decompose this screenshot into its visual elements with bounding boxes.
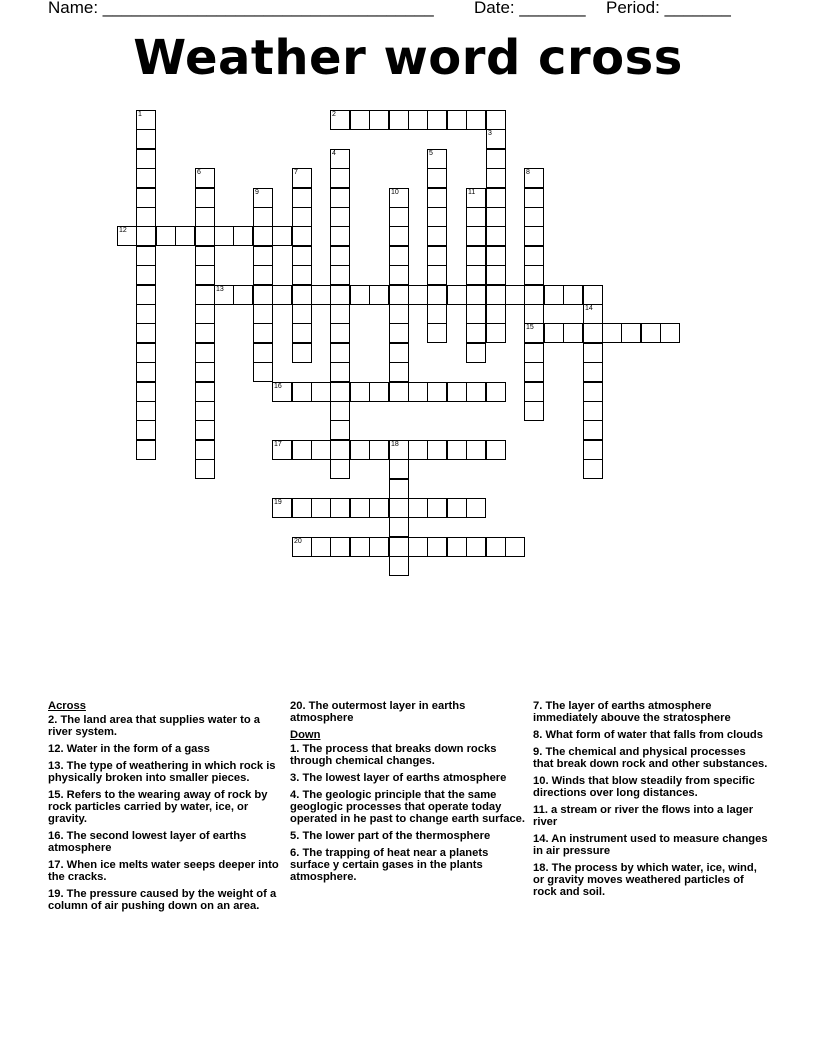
crossword-cell[interactable] — [136, 226, 156, 246]
crossword-cell[interactable] — [466, 498, 486, 518]
clue-item: 11. a stream or river the flows into a lager river — [533, 804, 754, 828]
crossword-cell[interactable] — [330, 440, 350, 460]
crossword-cell[interactable] — [486, 129, 506, 149]
crossword-cell[interactable] — [389, 479, 409, 499]
crossword-cell[interactable] — [311, 285, 331, 305]
crossword-cell[interactable] — [486, 537, 506, 557]
crossword-cell[interactable] — [195, 168, 215, 188]
crossword-cell[interactable] — [330, 207, 350, 227]
crossword-cell[interactable] — [524, 226, 544, 246]
crossword-cell[interactable] — [330, 285, 350, 305]
crossword-cell[interactable] — [292, 168, 312, 188]
crossword-cell[interactable] — [136, 362, 156, 382]
crossword-cell[interactable] — [136, 129, 156, 149]
page-title: Weather word cross — [133, 30, 683, 86]
crossword-cell[interactable] — [136, 323, 156, 343]
clue-number: 18 — [391, 441, 399, 448]
crossword-cell[interactable] — [427, 285, 447, 305]
name-field[interactable]: Name: ___________________________________ — [48, 0, 434, 17]
crossword-cell[interactable] — [350, 440, 370, 460]
clue-number: 2 — [332, 111, 336, 118]
clue-item: 5. The lower part of the thermosphere — [290, 830, 491, 842]
crossword-cell[interactable] — [195, 265, 215, 285]
crossword-cell[interactable] — [447, 110, 467, 130]
crossword-cell[interactable] — [136, 265, 156, 285]
clue-item: 20. The outermost layer in earths atmosphere — [290, 700, 466, 724]
crossword-cell[interactable] — [292, 323, 312, 343]
crossword-cell[interactable] — [583, 362, 603, 382]
crossword-cell[interactable] — [524, 343, 544, 363]
crossword-cell[interactable] — [583, 304, 603, 324]
clue-item: 6. The trapping of heat near a planets surface y certain gases in the plants atmosphere. — [290, 847, 489, 883]
clue-column-2 — [290, 700, 526, 888]
clue-item: 8. What form of water that falls from clouds — [533, 729, 763, 741]
crossword-cell[interactable] — [447, 285, 467, 305]
crossword-cell[interactable] — [466, 207, 486, 227]
crossword-cell[interactable] — [272, 498, 292, 518]
crossword-cell[interactable] — [427, 246, 447, 266]
crossword-cell[interactable] — [292, 382, 312, 402]
crossword-cell[interactable] — [136, 246, 156, 266]
clue-item: 16. The second lowest layer of earths atmosphere — [48, 830, 247, 854]
clue-number: 11 — [468, 189, 476, 196]
crossword-cell[interactable] — [486, 110, 506, 130]
clue-item: 18. The process by which water, ice, wind, or gravity moves weathered particles of rock and soil. — [533, 862, 757, 898]
crossword-cell[interactable] — [524, 323, 544, 343]
clue-number: 16 — [274, 383, 282, 390]
crossword-cell[interactable] — [195, 226, 215, 246]
clue-column-3 — [533, 700, 769, 903]
crossword-cell[interactable] — [389, 226, 409, 246]
crossword-cell[interactable] — [136, 110, 156, 130]
crossword-cell[interactable] — [427, 323, 447, 343]
crossword-cell[interactable] — [583, 459, 603, 479]
crossword-cell[interactable] — [427, 537, 447, 557]
crossword-cell[interactable] — [524, 168, 544, 188]
crossword-cell[interactable] — [466, 285, 486, 305]
clue-item: 12. Water in the form of a gass — [48, 743, 210, 755]
crossword-cell[interactable] — [311, 440, 331, 460]
crossword-cell[interactable] — [563, 285, 583, 305]
crossword-cell[interactable] — [389, 323, 409, 343]
crossword-cell[interactable] — [233, 285, 253, 305]
crossword-cell[interactable] — [389, 110, 409, 130]
crossword-cell[interactable] — [253, 343, 273, 363]
clue-number: 20 — [294, 538, 302, 545]
crossword-cell[interactable] — [524, 265, 544, 285]
crossword-cell[interactable] — [330, 188, 350, 208]
crossword-cell[interactable] — [330, 498, 350, 518]
clue-item: 2. The land area that supplies water to a river system. — [48, 714, 260, 738]
crossword-cell[interactable] — [292, 188, 312, 208]
crossword-cell[interactable] — [330, 537, 350, 557]
crossword-cell[interactable] — [427, 168, 447, 188]
crossword-cell[interactable] — [486, 440, 506, 460]
crossword-cell[interactable] — [136, 440, 156, 460]
crossword-cell[interactable] — [369, 440, 389, 460]
crossword-cell[interactable] — [427, 498, 447, 518]
crossword-cell[interactable] — [447, 537, 467, 557]
crossword-cell[interactable] — [389, 304, 409, 324]
crossword-cell[interactable] — [136, 382, 156, 402]
across-heading: Across — [48, 700, 86, 712]
crossword-cell[interactable] — [330, 420, 350, 440]
crossword-cell[interactable] — [350, 382, 370, 402]
crossword-cell[interactable] — [486, 285, 506, 305]
clue-number: 12 — [119, 227, 127, 234]
crossword-cell[interactable] — [486, 226, 506, 246]
crossword-cell[interactable] — [233, 226, 253, 246]
crossword-cell[interactable] — [408, 440, 428, 460]
crossword-cell[interactable] — [330, 110, 350, 130]
crossword-cell[interactable] — [486, 246, 506, 266]
crossword-cell[interactable] — [544, 285, 564, 305]
crossword-cell[interactable] — [330, 343, 350, 363]
clue-item: 13. The type of weathering in which rock is physically broken into smaller pieces. — [48, 760, 276, 784]
crossword-cell[interactable] — [544, 323, 564, 343]
crossword-cell[interactable] — [136, 401, 156, 421]
crossword-cell[interactable] — [330, 304, 350, 324]
crossword-cell[interactable] — [195, 420, 215, 440]
crossword-cell[interactable] — [272, 382, 292, 402]
crossword-cell[interactable] — [389, 382, 409, 402]
crossword-cell[interactable] — [389, 246, 409, 266]
clue-number: 3 — [488, 130, 492, 137]
crossword-cell[interactable] — [311, 498, 331, 518]
crossword-cell[interactable] — [583, 440, 603, 460]
crossword-cell[interactable] — [195, 401, 215, 421]
crossword-cell[interactable] — [253, 362, 273, 382]
crossword-cell[interactable] — [427, 226, 447, 246]
clue-number: 14 — [585, 305, 593, 312]
clue-column-1 — [48, 700, 284, 917]
crossword-cell[interactable] — [427, 265, 447, 285]
crossword-cell[interactable] — [389, 265, 409, 285]
crossword-cell[interactable] — [272, 285, 292, 305]
clue-number: 15 — [526, 324, 534, 331]
crossword-cell[interactable] — [427, 207, 447, 227]
crossword-cell[interactable] — [447, 382, 467, 402]
clue-item: 7. The layer of earths atmosphere immediately abouve the stratosphere — [533, 700, 731, 724]
crossword-cell[interactable] — [195, 323, 215, 343]
crossword-cell[interactable] — [214, 226, 234, 246]
crossword-cell[interactable] — [427, 110, 447, 130]
crossword-cell[interactable] — [369, 498, 389, 518]
crossword-cell[interactable] — [253, 285, 273, 305]
crossword-cell[interactable] — [136, 285, 156, 305]
crossword-cell[interactable] — [602, 323, 622, 343]
crossword-cell[interactable] — [466, 265, 486, 285]
crossword-cell[interactable] — [330, 459, 350, 479]
crossword-cell[interactable] — [117, 226, 137, 246]
crossword-cell[interactable] — [195, 440, 215, 460]
crossword-cell[interactable] — [136, 207, 156, 227]
crossword-cell[interactable] — [389, 362, 409, 382]
crossword-cell[interactable] — [466, 537, 486, 557]
crossword-cell[interactable] — [466, 304, 486, 324]
crossword-cell[interactable] — [524, 207, 544, 227]
clue-item: 3. The lowest layer of earths atmosphere — [290, 772, 507, 784]
crossword-cell[interactable] — [292, 537, 312, 557]
crossword-cell[interactable] — [292, 498, 312, 518]
crossword-cell[interactable] — [369, 285, 389, 305]
clue-item: 17. When ice melts water seeps deeper into the cracks. — [48, 859, 279, 883]
crossword-cell[interactable] — [466, 382, 486, 402]
crossword-cell[interactable] — [466, 226, 486, 246]
crossword-cell[interactable] — [389, 537, 409, 557]
crossword-cell[interactable] — [272, 226, 292, 246]
crossword-cell[interactable] — [447, 498, 467, 518]
crossword-cell[interactable] — [292, 343, 312, 363]
crossword-cell[interactable] — [389, 343, 409, 363]
crossword-cell[interactable] — [369, 110, 389, 130]
crossword-cell[interactable] — [583, 420, 603, 440]
crossword-cell[interactable] — [408, 110, 428, 130]
crossword-cell[interactable] — [195, 304, 215, 324]
crossword-cell[interactable] — [195, 362, 215, 382]
crossword-cell[interactable] — [408, 382, 428, 402]
crossword-cell[interactable] — [389, 556, 409, 576]
clue-item: 14. An instrument used to measure changes in air pressure — [533, 833, 768, 857]
crossword-cell[interactable] — [583, 323, 603, 343]
clue-number: 10 — [391, 189, 399, 196]
crossword-cell[interactable] — [524, 188, 544, 208]
crossword-cell[interactable] — [466, 188, 486, 208]
crossword-cell[interactable] — [253, 304, 273, 324]
down-heading: Down — [290, 729, 321, 741]
crossword-cell[interactable] — [311, 537, 331, 557]
crossword-cell[interactable] — [389, 459, 409, 479]
crossword-cell[interactable] — [136, 188, 156, 208]
crossword-cell[interactable] — [641, 323, 661, 343]
crossword-cell[interactable] — [292, 304, 312, 324]
clue-number: 19 — [274, 499, 282, 506]
clue-number: 1 — [138, 111, 142, 118]
crossword-cell[interactable] — [583, 401, 603, 421]
clue-number: 6 — [197, 169, 201, 176]
crossword-cell[interactable] — [466, 343, 486, 363]
crossword-cell[interactable] — [505, 537, 525, 557]
date-field[interactable]: Date: _______ — [474, 0, 586, 17]
crossword-cell[interactable] — [505, 285, 525, 305]
crossword-cell[interactable] — [175, 226, 195, 246]
crossword-cell[interactable] — [524, 362, 544, 382]
clue-number: 4 — [332, 150, 336, 157]
crossword-cell[interactable] — [486, 149, 506, 169]
crossword-cell[interactable] — [621, 323, 641, 343]
crossword-cell[interactable] — [427, 304, 447, 324]
crossword-cell[interactable] — [195, 188, 215, 208]
crossword-cell[interactable] — [253, 226, 273, 246]
clue-item: 10. Winds that blow steadily from specific directions over long distances. — [533, 775, 755, 799]
crossword-cell[interactable] — [330, 382, 350, 402]
crossword-cell[interactable] — [389, 517, 409, 537]
crossword-cell[interactable] — [136, 149, 156, 169]
clue-item: 1. The process that breaks down rocks through chemical changes. — [290, 743, 497, 767]
crossword-cell[interactable] — [486, 382, 506, 402]
crossword-cell[interactable] — [136, 168, 156, 188]
crossword-cell[interactable] — [408, 498, 428, 518]
crossword-cell[interactable] — [136, 304, 156, 324]
crossword-cell[interactable] — [195, 246, 215, 266]
crossword-cell[interactable] — [330, 226, 350, 246]
crossword-cell[interactable] — [389, 188, 409, 208]
crossword-cell[interactable] — [563, 323, 583, 343]
crossword-cell[interactable] — [292, 440, 312, 460]
crossword-cell[interactable] — [389, 285, 409, 305]
crossword-cell[interactable] — [427, 382, 447, 402]
crossword-cell[interactable] — [427, 188, 447, 208]
crossword-cell[interactable] — [195, 285, 215, 305]
crossword-cell[interactable] — [660, 323, 680, 343]
crossword-cell[interactable] — [330, 265, 350, 285]
clue-item: 9. The chemical and physical processes that break down rock and other substances. — [533, 746, 768, 770]
crossword-cell[interactable] — [195, 382, 215, 402]
crossword-cell[interactable] — [466, 110, 486, 130]
clue-number: 17 — [274, 441, 282, 448]
crossword-cell[interactable] — [486, 304, 506, 324]
clue-number: 9 — [255, 189, 259, 196]
crossword-cell[interactable] — [369, 382, 389, 402]
crossword-cell[interactable] — [408, 537, 428, 557]
crossword-cell[interactable] — [330, 323, 350, 343]
crossword-cell[interactable] — [292, 226, 312, 246]
crossword-cell[interactable] — [369, 537, 389, 557]
crossword-cell[interactable] — [524, 382, 544, 402]
crossword-cell[interactable] — [330, 246, 350, 266]
crossword-cell[interactable] — [408, 285, 428, 305]
crossword-cell[interactable] — [427, 440, 447, 460]
crossword-cell[interactable] — [195, 459, 215, 479]
crossword-cell[interactable] — [486, 188, 506, 208]
crossword-cell[interactable] — [486, 207, 506, 227]
period-field[interactable]: Period: _______ — [606, 0, 731, 17]
crossword-cell[interactable] — [447, 440, 467, 460]
crossword-cell[interactable] — [486, 323, 506, 343]
crossword-cell[interactable] — [350, 537, 370, 557]
crossword-cell[interactable] — [253, 207, 273, 227]
crossword-cell[interactable] — [272, 440, 292, 460]
clue-number: 7 — [294, 169, 298, 176]
crossword-cell[interactable] — [389, 498, 409, 518]
crossword-cell[interactable] — [524, 285, 544, 305]
clue-number: 13 — [216, 286, 224, 293]
crossword-cell[interactable] — [156, 226, 176, 246]
crossword-cell[interactable] — [389, 207, 409, 227]
clue-item: 19. The pressure caused by the weight of a column of air pushing down on an area. — [48, 888, 277, 912]
crossword-cell[interactable] — [292, 285, 312, 305]
crossword-cell[interactable] — [486, 168, 506, 188]
crossword-cell[interactable] — [350, 110, 370, 130]
crossword-cell[interactable] — [583, 382, 603, 402]
clue-item: 4. The geologic principle that the same geoglogic processes that operate today operated in he past to change earth surface. — [290, 789, 525, 825]
clue-item: 15. Refers to the wearing away of rock by rock particles carried by water, ice, or gravity. — [48, 789, 268, 825]
clue-number: 5 — [429, 150, 433, 157]
crossword-cell[interactable] — [195, 207, 215, 227]
crossword-cell[interactable] — [466, 440, 486, 460]
clue-number: 8 — [526, 169, 530, 176]
crossword-cell[interactable] — [389, 440, 409, 460]
crossword-cell[interactable] — [486, 265, 506, 285]
crossword-cell[interactable] — [292, 207, 312, 227]
crossword-cell[interactable] — [136, 343, 156, 363]
crossword-cell[interactable] — [311, 382, 331, 402]
crossword-cell[interactable] — [253, 323, 273, 343]
crossword-cell[interactable] — [466, 246, 486, 266]
crossword-cell[interactable] — [583, 343, 603, 363]
crossword-cell[interactable] — [292, 265, 312, 285]
crossword-cell[interactable] — [292, 246, 312, 266]
crossword-cell[interactable] — [330, 168, 350, 188]
crossword-cell[interactable] — [253, 246, 273, 266]
crossword-cell[interactable] — [466, 323, 486, 343]
crossword-cell[interactable] — [524, 304, 544, 324]
crossword-cell[interactable] — [195, 343, 215, 363]
crossword-cell[interactable] — [136, 420, 156, 440]
crossword-cell[interactable] — [524, 401, 544, 421]
crossword-cell[interactable] — [524, 246, 544, 266]
crossword-cell[interactable] — [350, 498, 370, 518]
crossword-cell[interactable] — [214, 285, 234, 305]
crossword-cell[interactable] — [253, 188, 273, 208]
crossword-cell[interactable] — [427, 149, 447, 169]
crossword-cell[interactable] — [330, 401, 350, 421]
crossword-cell[interactable] — [350, 285, 370, 305]
crossword-cell[interactable] — [330, 362, 350, 382]
crossword-cell[interactable] — [253, 265, 273, 285]
crossword-cell[interactable] — [583, 285, 603, 305]
crossword-cell[interactable] — [330, 149, 350, 169]
